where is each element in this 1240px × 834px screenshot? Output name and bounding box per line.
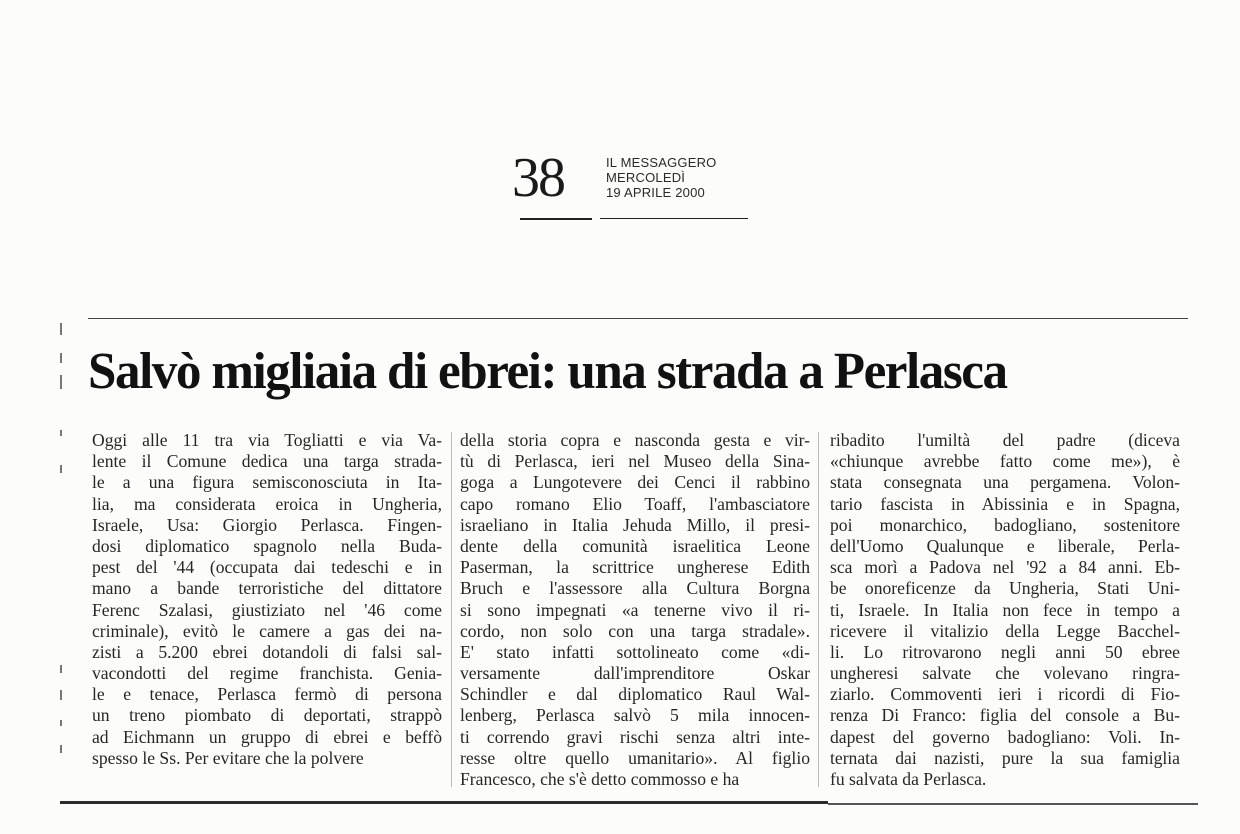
article-line: E' stato infatti sottolineato come «di- [460,641,810,662]
headline-top-rule [88,318,1188,319]
article-line: Bruch e l'assessore alla Cultura Borgna [460,578,810,599]
article-line: dell'Uomo Qualunque e liberale, Perla- [830,535,1180,556]
article-line: stata consegnata una pergamena. Volon- [830,472,1180,493]
article-line: mano a bande terroristiche del dittatore [92,578,442,599]
article-line: le e tenace, Perlasca fermò di persona [92,684,442,705]
article-line: dosi diplomatico spagnolo nella Buda- [92,535,442,556]
bottom-rule-right [828,803,1198,805]
article-line: Israele, Usa: Giorgio Perlasca. Fingen- [92,514,442,535]
column-separator-2 [818,432,819,787]
article-line: dente della comunità israelitica Leone [460,535,810,556]
margin-marks [56,305,70,765]
article-line: vacondotti del regime franchista. Genia- [92,663,442,684]
article-line: ti, Israele. In Italia non fece in tempo a [830,599,1180,620]
masthead-rule-left [520,218,592,220]
article-line: Oggi alle 11 tra via Togliatti e via Va- [92,430,442,450]
publication-name: IL MESSAGGERO [606,155,717,170]
article-line: tù di Perlasca, ieri nel Museo della Sina- [460,451,810,472]
article-line: le a una figura semisconosciuta in Ita- [92,472,442,493]
article-line: della storia copra e nasconda gesta e vir- [460,430,810,450]
article-line: Schindler e dal diplomatico Raul Wal- [460,684,810,705]
article-line: fu salvata da Perlasca. [830,769,987,789]
article-line: Francesco, che s'è detto commosso e ha [460,769,740,789]
article-line: tario fascista in Abissinia e in Spagna, [830,493,1180,514]
article-line: un treno piombato di deportati, strappò [92,705,442,726]
article-line: versamente dall'imprenditore Oskar [460,663,810,684]
article-line: Ferenc Szalasi, giustiziato nel '46 come [92,599,442,620]
bottom-rule-left [60,801,828,804]
article-column-1 [92,430,442,769]
masthead [606,155,716,200]
article-line: ricevere il vitalizio della Legge Bacchel- [830,620,1180,641]
article-line: lenberg, Perlasca salvò 5 mila innocen- [460,705,810,726]
article-line: sca morì a Padova nel '92 a 84 anni. Eb- [830,557,1180,578]
article-column-3 [830,430,1180,790]
article-line: goga a Lungotevere dei Cenci il rabbino [460,472,810,493]
article-line: poi monarchico, badogliano, sostenitore [830,514,1180,535]
article-line: cordo, non solo con una targa stradale». [460,620,810,641]
article-line: ti correndo gravi rischi senza altri inte- [460,726,810,747]
column-separator-1 [451,432,452,787]
article-headline: Salvò migliaia di ebrei: una strada a Perlasca [88,343,1007,400]
article-line: «chiunque avrebbe fatto come me»), è [830,451,1180,472]
publication-weekday: MERCOLEDÌ [606,170,686,185]
article-line: spesso le Ss. Per evitare che la polvere [92,747,364,768]
article-line: ad Eichmann un gruppo di ebrei e beffò [92,726,442,747]
article-line: capo romano Elio Toaff, l'ambasciatore [460,493,810,514]
article-line: pest del '44 (occupata dai tedeschi e in [92,557,442,578]
article-line: dapest del governo badogliano: Voli. In- [830,726,1180,747]
article-line: lente il Comune dedica una targa strada- [92,451,442,472]
article-line: criminale), evitò le camere a gas dei na- [92,620,442,641]
article-line: li. Lo ritrovarono negli anni 50 ebree [830,641,1180,662]
page-number: 38 [512,147,564,209]
article-line: renza Di Franco: figlia del console a Bu- [830,705,1180,726]
article-line: zisti a 5.200 ebrei dotandoli di falsi sal- [92,641,442,662]
article-line: ziarlo. Commoventi ieri i ricordi di Fio- [830,684,1180,705]
article-line: israeliano in Italia Jehuda Millo, il presi- [460,514,810,535]
publication-date: 19 APRILE 2000 [606,185,705,200]
article-line: si sono impegnati «a tenerne vivo il ri- [460,599,810,620]
article-line: resse oltre quello umanitario». Al figlio [460,747,810,768]
article-line: ribadito l'umiltà del padre (diceva [830,430,1180,450]
article-line: ungheresi salvate che volevano ringra- [830,663,1180,684]
article-line: be onoreficenze da Ungheria, Stati Uni- [830,578,1180,599]
article-line: ternata dai nazisti, pure la sua famiglia [830,747,1180,768]
article-line: Paserman, la scrittrice ungherese Edith [460,557,810,578]
article-line: lia, ma considerata eroica in Ungheria, [92,493,442,514]
masthead-rule-right [600,218,748,219]
article-column-2 [460,430,810,790]
